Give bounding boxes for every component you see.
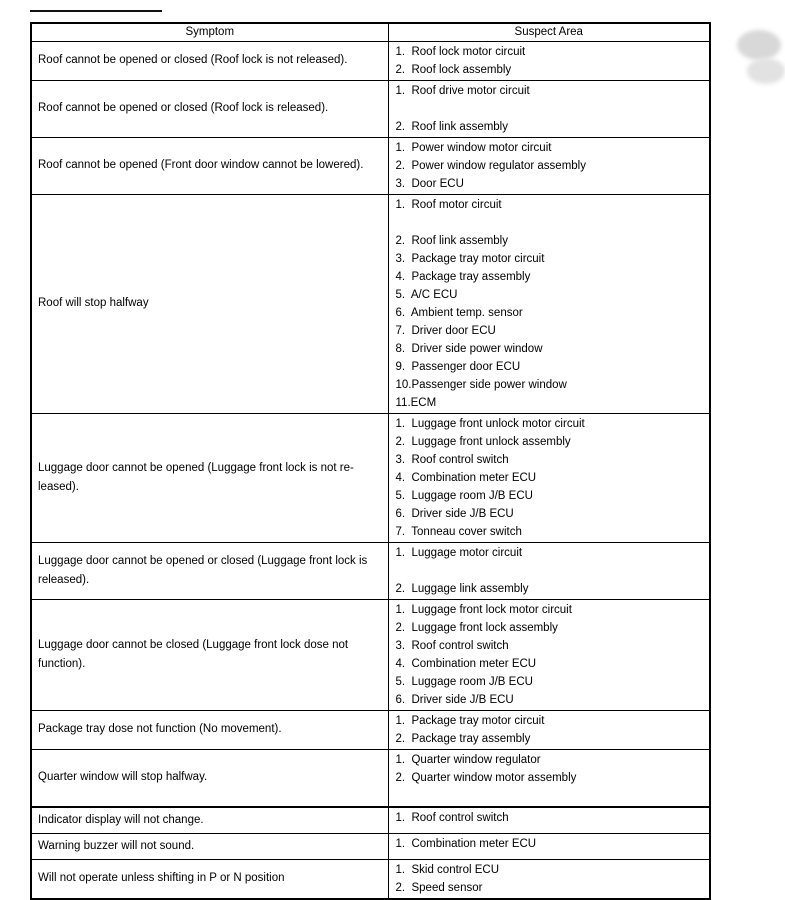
list-spacer	[396, 100, 706, 118]
table-row	[31, 859, 710, 899]
suspect-area-cell	[388, 41, 710, 80]
suspect-item: 2. Roof link assembly	[395, 234, 508, 247]
suspect-area-cell	[388, 194, 710, 413]
suspect-item: 3. Roof control switch	[395, 639, 509, 652]
suspect-item: 1. Roof drive motor circuit	[395, 84, 530, 97]
suspect-item: 1. Roof motor circuit	[395, 198, 502, 211]
suspect-item: 4. Combination meter ECU	[395, 471, 537, 484]
suspect-area-column-header: Suspect Area	[388, 23, 710, 41]
suspect-item: 2. Luggage front lock assembly	[395, 621, 558, 634]
suspect-item: 1. Quarter window regulator	[395, 753, 541, 766]
table-row	[31, 807, 710, 834]
symptom-cell: Roof cannot be opened (Front door window cannot be lowered).	[31, 137, 388, 194]
suspect-item: 2. Speed sensor	[395, 881, 483, 894]
suspect-item: 4. Combination meter ECU	[395, 657, 537, 670]
suspect-item: 1. Roof control switch	[395, 811, 509, 824]
suspect-item: 1. Combination meter ECU	[395, 837, 537, 850]
suspect-area-cell	[388, 749, 710, 807]
suspect-item: 2. Package tray assembly	[395, 732, 531, 745]
table-row	[31, 599, 710, 710]
table-row	[31, 542, 710, 599]
symptom-cell: Indicator display will not change.	[31, 807, 388, 834]
table-row	[31, 41, 710, 80]
symptom-cell: Quarter window will stop halfway.	[31, 749, 388, 807]
symptom-table-body	[31, 41, 710, 899]
table-row	[31, 749, 710, 807]
suspect-item: 1. Luggage front lock motor circuit	[395, 603, 572, 616]
suspect-item: 3. Roof control switch	[395, 453, 509, 466]
list-spacer	[396, 562, 706, 580]
suspect-area-cell	[388, 80, 710, 137]
suspect-item: 2. Luggage link assembly	[395, 582, 529, 595]
suspect-item: 2. Luggage front unlock assembly	[395, 435, 571, 448]
suspect-area-cell	[388, 859, 710, 899]
suspect-item: 9. Passenger door ECU	[395, 360, 521, 373]
suspect-item: 2. Quarter window motor assembly	[395, 771, 577, 784]
cropped-rule	[30, 10, 162, 12]
symptom-cell: Luggage door cannot be closed (Luggage front lock dose not function).	[31, 599, 388, 710]
symptom-column-header: Symptom	[31, 23, 388, 41]
suspect-item: 6. Driver side J/B ECU	[395, 693, 514, 706]
symptom-suspect-table	[30, 22, 711, 900]
scan-artifact	[737, 30, 781, 60]
suspect-item: 2. Roof lock assembly	[395, 63, 512, 76]
suspect-item: 6. Ambient temp. sensor	[395, 306, 523, 319]
suspect-item: 2. Roof link assembly	[395, 120, 508, 133]
table-row	[31, 413, 710, 542]
suspect-item: 3. Door ECU	[395, 177, 464, 190]
symptom-cell: Roof cannot be opened or closed (Roof lock is not released).	[31, 41, 388, 80]
suspect-area-cell	[388, 807, 710, 834]
suspect-item: 1. Skid control ECU	[395, 863, 500, 876]
suspect-item: 3. Package tray motor circuit	[395, 252, 545, 265]
suspect-area-cell	[388, 413, 710, 542]
suspect-item: 5. A/C ECU	[395, 288, 458, 301]
suspect-item: 6. Driver side J/B ECU	[395, 507, 514, 520]
suspect-item: 8. Driver side power window	[395, 342, 543, 355]
suspect-item: 5. Luggage room J/B ECU	[395, 675, 533, 688]
suspect-item: 1. Luggage motor circuit	[395, 546, 523, 559]
suspect-area-cell	[388, 542, 710, 599]
suspect-item: 1. Roof lock motor circuit	[395, 45, 526, 58]
symptom-cell: Will not operate unless shifting in P or N position	[31, 859, 388, 899]
suspect-item: 11.ECM	[395, 396, 437, 409]
suspect-item: 5. Luggage room J/B ECU	[395, 489, 533, 502]
suspect-item: 1. Luggage front unlock motor circuit	[395, 417, 585, 430]
symptom-cell: Roof cannot be opened or closed (Roof lock is released).	[31, 80, 388, 137]
suspect-area-cell	[388, 137, 710, 194]
suspect-area-cell	[388, 710, 710, 749]
suspect-item: 7. Driver door ECU	[395, 324, 496, 337]
symptom-cell: Package tray dose not function (No movement).	[31, 710, 388, 749]
list-spacer	[396, 214, 706, 232]
symptom-cell: Luggage door cannot be opened (Luggage front lock is not re-leased).	[31, 413, 388, 542]
suspect-area-cell	[388, 599, 710, 710]
suspect-item: 7. Tonneau cover switch	[395, 525, 522, 538]
list-spacer	[396, 787, 706, 805]
table-row	[31, 194, 710, 413]
suspect-area-cell	[388, 833, 710, 859]
table-row	[31, 137, 710, 194]
symptom-cell: Warning buzzer will not sound.	[31, 833, 388, 859]
suspect-item: 1. Package tray motor circuit	[395, 714, 545, 727]
suspect-item: 1. Power window motor circuit	[395, 141, 552, 154]
suspect-item: 4. Package tray assembly	[395, 270, 531, 283]
table-row	[31, 833, 710, 859]
suspect-item: 2. Power window regulator assembly	[395, 159, 586, 172]
scan-artifact	[747, 58, 785, 84]
table-header-row	[31, 23, 710, 41]
table-row	[31, 80, 710, 137]
suspect-item: 10.Passenger side power window	[395, 378, 567, 391]
symptom-cell: Roof will stop halfway	[31, 194, 388, 413]
symptom-cell: Luggage door cannot be opened or closed (Luggage front lock is released).	[31, 542, 388, 599]
table-row	[31, 710, 710, 749]
